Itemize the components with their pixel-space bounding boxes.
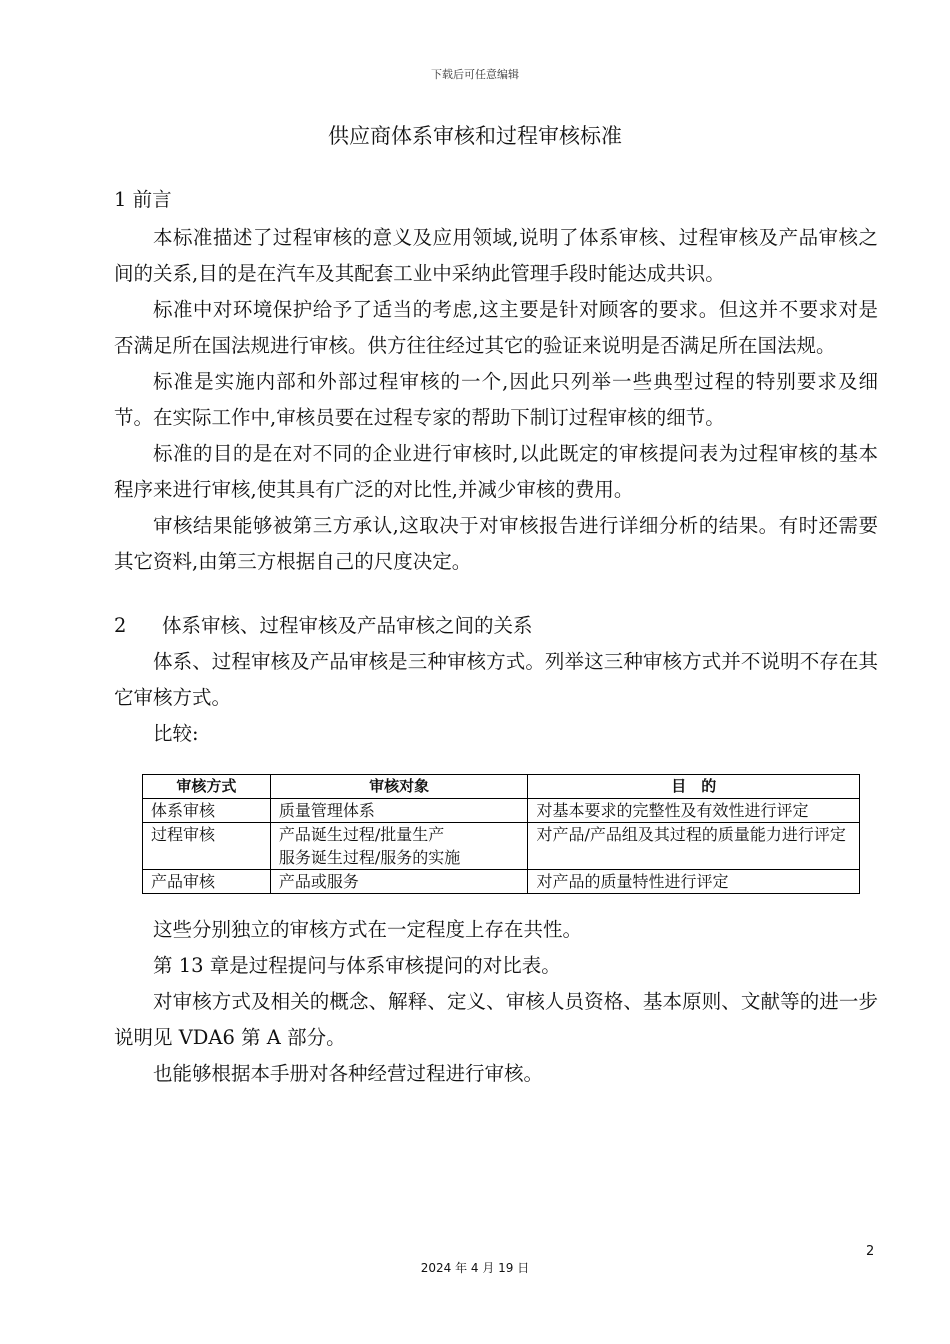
table-row	[143, 870, 860, 894]
page-number: 2	[866, 1244, 875, 1259]
table-header-cell: 审核方式	[143, 775, 271, 799]
audit-comparison-table	[142, 774, 860, 894]
audit-purpose-cell: 对基本要求的完整性及有效性进行评定	[528, 799, 860, 823]
audit-object-line: 产品或服务	[278, 872, 359, 891]
header-note: 下载后可任意编辑	[431, 68, 519, 81]
table-header-cell: 目 的	[528, 775, 860, 799]
section2-paragraph: 这些分别独立的审核方式在一定程度上存在共性。	[153, 918, 583, 941]
section1-paragraph: 标准中对环境保护给予了适当的考虑,这主要是针对顾客的要求。但这并不要求对是否满足所在国法规进行审核。供方往往经过其它的验证来说明是否满足所在国法规。	[114, 298, 878, 357]
table-row	[143, 823, 860, 870]
table-header-cell: 审核对象	[270, 775, 528, 799]
audit-type-cell: 过程审核	[143, 823, 271, 870]
audit-object-line: 产品诞生过程/批量生产	[278, 825, 445, 844]
audit-object-cell	[270, 870, 528, 894]
audit-object-line: 服务诞生过程/服务的实施	[278, 848, 461, 867]
document-body	[114, 184, 878, 1092]
section1-paragraph: 标准的目的是在对不同的企业进行审核时,以此既定的审核提问表为过程审核的基本程序来进行审核,使其具有广泛的对比性,并减少审核的费用。	[114, 442, 878, 501]
audit-object-cell	[270, 823, 528, 870]
section2-paragraph: 比较:	[153, 722, 199, 745]
footer-date: 2024 年 4 月 19 日	[420, 1261, 530, 1275]
section2-heading	[114, 610, 878, 642]
section2-title: 体系审核、过程审核及产品审核之间的关系	[162, 614, 533, 637]
section1-paragraph: 标准是实施内部和外部过程审核的一个,因此只列举一些典型过程的特别要求及细节。在实际工作中,审核员要在过程专家的帮助下制订过程审核的细节。	[114, 370, 878, 429]
section2-number: 2	[114, 614, 127, 637]
audit-purpose-cell: 对产品的质量特性进行评定	[528, 870, 860, 894]
section2-paragraph: 第 13 章是过程提问与体系审核提问的对比表。	[153, 954, 561, 977]
section2-paragraph: 体系、过程审核及产品审核是三种审核方式。列举这三种审核方式并不说明不存在其它审核方式。	[114, 650, 878, 709]
section1-paragraph: 本标准描述了过程审核的意义及应用领域,说明了体系审核、过程审核及产品审核之间的关系,目的是在汽车及其配套工业中采纳此管理手段时能达成共识。	[114, 226, 878, 285]
section2-paragraph: 对审核方式及相关的概念、解释、定义、审核人员资格、基本原则、文献等的进一步说明见 VDA6 第 A 部分。	[114, 990, 878, 1049]
section1-heading: 1 前言	[114, 188, 172, 211]
section2-paragraph: 也能够根据本手册对各种经营过程进行审核。	[153, 1062, 544, 1085]
audit-type-cell: 体系审核	[143, 799, 271, 823]
audit-object-line: 质量管理体系	[278, 801, 375, 820]
table-header-row	[143, 775, 860, 799]
audit-purpose-cell: 对产品/产品组及其过程的质量能力进行评定	[528, 823, 860, 870]
audit-type-cell: 产品审核	[143, 870, 271, 894]
audit-object-cell	[270, 799, 528, 823]
table-row	[143, 799, 860, 823]
document-title: 供应商体系审核和过程审核标准	[328, 124, 622, 148]
section1-paragraph: 审核结果能够被第三方承认,这取决于对审核报告进行详细分析的结果。有时还需要其它资料,由第三方根据自己的尺度决定。	[114, 514, 878, 573]
